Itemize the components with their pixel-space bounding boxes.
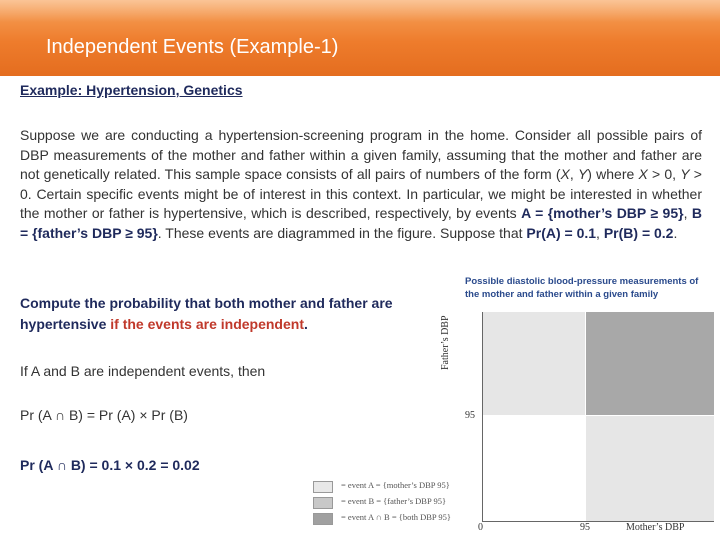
region-a-only <box>586 416 714 521</box>
example-subtitle: Example: Hypertension, Genetics <box>20 82 243 98</box>
legend-swatch-a <box>313 481 333 493</box>
legend-row-b <box>313 494 473 510</box>
event-b-def: B = {father’s DBP ≥ 95} <box>20 205 703 241</box>
para-text-5: > 0. Certain specific events might be of interest in this context. In particular, we might be interested in whether the mother or father is hypertensive, which is described, respectively, by events <box>20 166 702 221</box>
answer-computation: Pr (A ∩ B) = 0.1 × 0.2 = 0.02 <box>20 457 200 473</box>
figure-plot <box>482 312 714 522</box>
figure-xlabel: Mother’s DBP <box>626 522 685 533</box>
question-end: . <box>303 316 308 332</box>
para-text-1: Suppose we are conducting a hypertension-screening program in the home. Consider all possible pairs of DBP measurements of the mother and father within a given family, assuming that the mother and father are not genetically related. This sample space consists of all pairs of numbers of the form ( <box>20 127 702 182</box>
question-text <box>20 293 430 335</box>
problem-paragraph <box>20 126 702 243</box>
region-b-only <box>482 312 586 416</box>
slide-title: Independent Events (Example-1) <box>46 36 339 58</box>
question-part-1: Compute the probability that both mother and father are hypertensive <box>20 295 393 332</box>
prob-a: Pr(A) = 0.1 <box>526 224 597 241</box>
legend-swatch-ab <box>313 513 333 525</box>
legend-row-ab <box>313 510 473 526</box>
multiplication-rule: Pr (A ∩ B) = Pr (A) × Pr (B) <box>20 407 188 423</box>
region-neither <box>482 416 586 521</box>
figure-ylabel: Father’s DBP <box>440 315 451 370</box>
figure-caption: Possible diastolic blood-pressure measurements of the mother and father within a given family <box>465 276 699 300</box>
legend-text-a: = event A = {mother’s DBP 95} <box>341 480 450 490</box>
para-comma: , <box>596 224 604 241</box>
question-condition: if the events are independent <box>110 316 304 332</box>
tick-95-x: 95 <box>580 522 590 533</box>
var-y: Y <box>577 166 588 182</box>
figure-legend <box>313 478 473 526</box>
prob-b: Pr(B) = 0.2 <box>603 224 674 241</box>
para-end: . <box>673 224 678 241</box>
header-shine <box>0 0 720 22</box>
legend-row-a <box>313 478 473 494</box>
var-y2: Y <box>680 166 690 182</box>
tick-95-y: 95 <box>465 410 475 421</box>
tick-0: 0 <box>478 522 483 533</box>
var-x2: X <box>638 166 648 182</box>
var-x: X <box>560 166 570 182</box>
independence-statement: If A and B are independent events, then <box>20 363 266 379</box>
legend-swatch-b <box>313 497 333 509</box>
slide-header <box>0 0 720 76</box>
para-text-3: ) where <box>587 166 639 182</box>
region-a-and-b <box>586 312 714 416</box>
para-text-4: > 0, <box>647 166 681 182</box>
para-sep: , <box>683 205 692 221</box>
para-text-6: . These events are diagrammed in the figure. Suppose that <box>157 224 527 241</box>
legend-text-ab: = event A ∩ B = {both DBP 95} <box>341 512 451 522</box>
event-a-def: A = {mother’s DBP ≥ 95} <box>521 205 684 221</box>
y-axis-line <box>482 312 483 522</box>
para-text-2: , <box>569 166 578 182</box>
legend-text-b: = event B = {father’s DBP 95} <box>341 496 447 506</box>
